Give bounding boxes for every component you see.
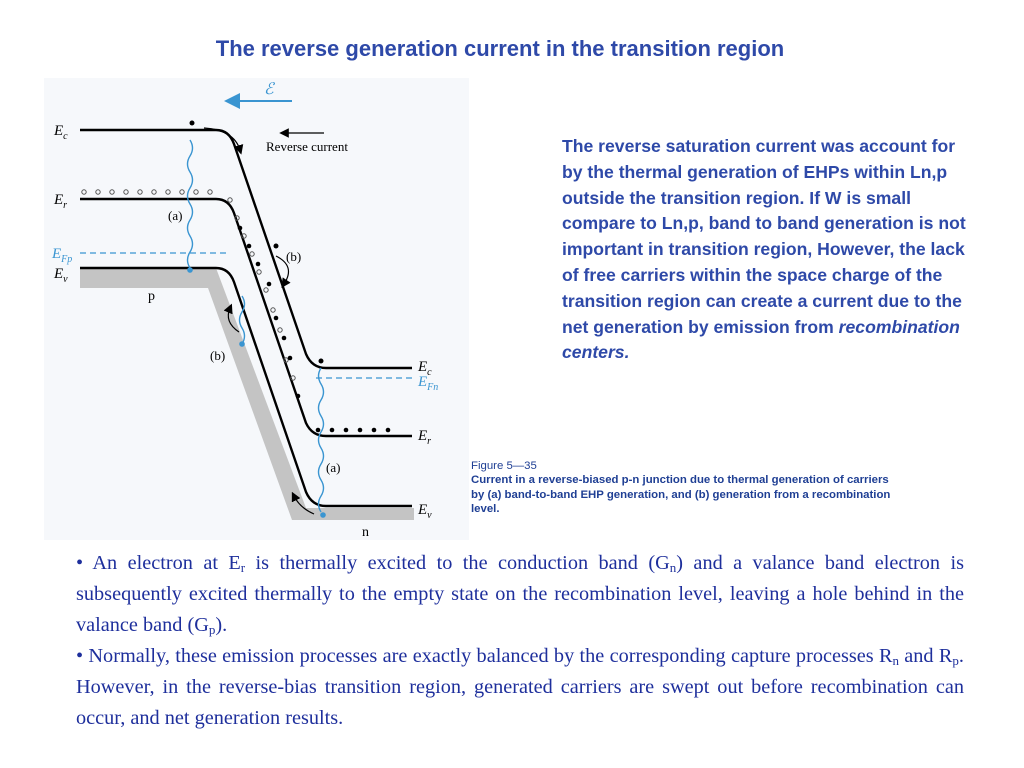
bullet-1: • An electron at $E_r$ is thermally excited to the conduction band $(G_n)$ and a valance band electron is subsequently excited thermally to the empty state on the recombination level, leaving a hole behind in the valance band $(G_p)$. — [76, 552, 964, 637]
reverse-current-label: Reverse current — [266, 139, 348, 154]
empty-states-left — [82, 190, 212, 194]
caption-line-3: level. — [471, 503, 500, 516]
label-efp: $E_{Fp}$ — [52, 246, 73, 265]
label-a-left: (a) — [168, 208, 183, 223]
label-er-left: $E_r$ — [54, 192, 68, 211]
generation-a-right — [319, 368, 324, 512]
label-b-upper: (b) — [286, 249, 302, 264]
slide-title: The reverse generation current in the transition region — [215, 36, 785, 61]
label-p-region: p — [148, 289, 155, 304]
caption-line-1: Current in a reverse-biased p-n junction due to thermal generation of carriers — [471, 474, 889, 487]
label-er-right: $E_r$ — [418, 428, 432, 447]
caption-line-2: by (a) band-to-band EHP generation, and (b) generation from a recombination — [471, 488, 891, 501]
band-diagram — [44, 78, 469, 540]
electron-a-right — [319, 359, 324, 364]
explanation-emphasis: recombination centers. — [562, 316, 960, 363]
label-efn: $E_{Fn}$ — [418, 374, 439, 393]
valence-band-shading — [80, 268, 414, 520]
bullet-list — [76, 548, 964, 734]
hole-a-right — [320, 512, 326, 518]
label-a-right: (a) — [326, 460, 341, 475]
filled-states-right — [316, 428, 391, 433]
label-ec-left: $E_c$ — [54, 123, 68, 142]
electron-b-upper — [274, 244, 279, 249]
label-ev-left: $E_v$ — [54, 266, 68, 285]
bullet-2: • Normally, these emission processes are exactly balanced by the corresponding capture processes $R_n$ and $R_p$. However, in the reverse-bias transition region, generated carriers are swept out before recombination can occur, and net generation results. — [76, 645, 964, 729]
label-ev-right: $E_v$ — [418, 502, 432, 521]
label-n-region: n — [362, 525, 369, 540]
caption-figure-number: Figure 5—35 — [471, 460, 537, 472]
electron-a-left — [190, 121, 195, 126]
explanation-body: The reverse saturation current was account for by the thermal generation of EHPs within Ln,p outside the transition region. If W is small compare to Ln,p, band to band generation is not important in transition region, However, the lack of free carriers within the space charge of the transition region can create a current due to the net generation by emission from — [562, 136, 966, 337]
explanation-text — [562, 134, 967, 366]
label-ec-right: $E_c$ — [418, 359, 432, 378]
generation-a-left — [188, 140, 193, 268]
figure-caption — [471, 459, 991, 517]
hole-a-left — [187, 267, 193, 273]
label-b-lower: (b) — [210, 348, 226, 363]
field-label: ℰ — [264, 81, 274, 98]
hole-b-lower — [239, 341, 245, 347]
